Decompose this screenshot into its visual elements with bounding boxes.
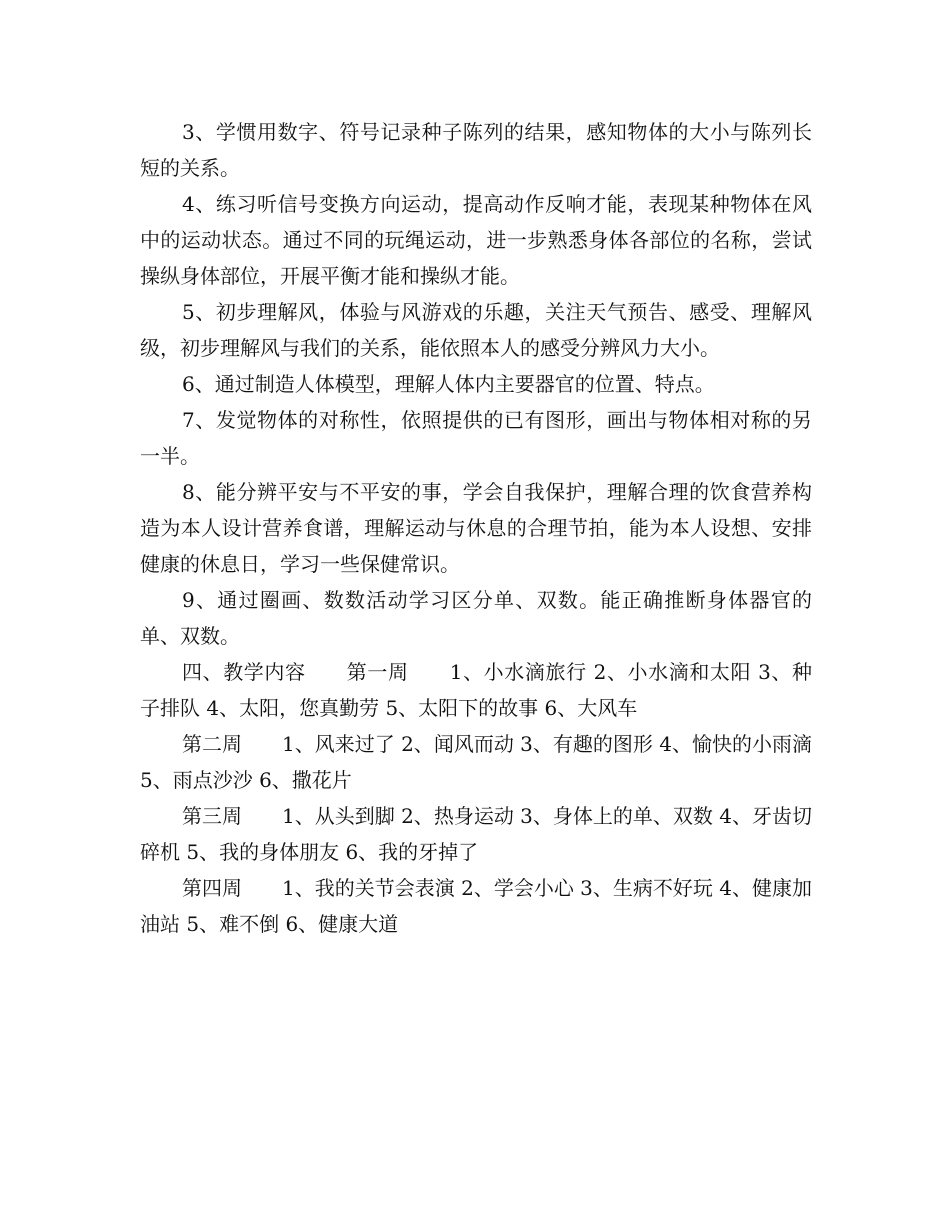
paragraph-teaching-content-week-1: 四、教学内容 第一周 1、小水滴旅行 2、小水滴和太阳 3、种子排队 4、太阳，您真勤劳 5、太阳下的故事 6、大风车	[140, 660, 812, 720]
paragraph-week-2: 第二周 1、风来过了 2、闻风而动 3、有趣的图形 4、愉快的小雨滴 5、雨点沙沙 6、撒花片	[140, 732, 819, 792]
document-body	[140, 114, 819, 942]
paragraph-goal-8: 8、能分辨平安与不平安的事，学会自我保护，理解合理的饮食营养构造为本人设计营养食谱，理解运动与休息的合理节拍，能为本人设想、安排健康的休息日，学习一些保健常识。	[140, 480, 812, 576]
paragraph-goal-7: 7、发觉物体的对称性，依照提供的已有图形，画出与物体相对称的另一半。	[140, 408, 812, 468]
paragraph-goal-5: 5、初步理解风，体验与风游戏的乐趣，关注天气预告、感受、理解风级，初步理解风与我们的关系，能依照本人的感受分辨风力大小。	[140, 300, 812, 360]
paragraph-goal-6: 6、通过制造人体模型，理解人体内主要器官的位置、特点。	[182, 372, 715, 396]
paragraph-goal-9: 9、通过圈画、数数活动学习区分单、双数。能正确推断身体器官的单、双数。	[140, 588, 812, 648]
paragraph-goal-3: 3、学惯用数字、符号记录种子陈列的结果，感知物体的大小与陈列长短的关系。	[140, 120, 812, 180]
paragraph-goal-4: 4、练习听信号变换方向运动，提高动作反响才能，表现某种物体在风中的运动状态。通过不同的玩绳运动，进一步熟悉身体各部位的名称，尝试操纵身体部位，开展平衡才能和操纵才能。	[140, 192, 812, 288]
paragraph-week-3: 第三周 1、从头到脚 2、热身运动 3、身体上的单、双数 4、牙齿切碎机 5、我的身体朋友 6、我的牙掉了	[140, 804, 812, 864]
paragraph-week-4: 第四周 1、我的关节会表演 2、学会小心 3、生病不好玩 4、健康加油站 5、难不倒 6、健康大道	[140, 876, 812, 936]
